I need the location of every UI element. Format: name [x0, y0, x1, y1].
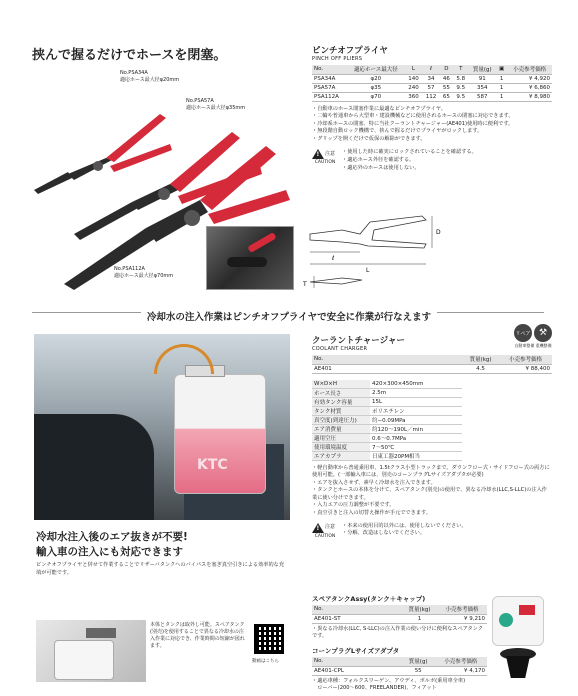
- tank-detach-photo: [36, 620, 146, 682]
- cone-plug-section: [312, 646, 487, 693]
- product-label-psa112a: No.PSA112A 適応ホース最大径φ70mm: [114, 266, 174, 279]
- dim-label-D: D: [436, 229, 441, 236]
- qr-code-icon[interactable]: [254, 624, 284, 654]
- ktc-logo: KTC: [197, 457, 228, 473]
- tank-detach-note: 本体とタンクは取外し可能。スペアタンク(別売)を使用することで異なる冷却水の注入作業に対応でき、作業時間の短縮が図れます。: [150, 622, 245, 649]
- spec-row: エアカプラ 日東工器20PM相当: [312, 451, 462, 460]
- qr-caption: 動画はこちら: [252, 659, 279, 664]
- dim-label-L: L: [366, 267, 370, 274]
- table-header-row: No. 質量(kg) 小売参考価格: [312, 355, 552, 364]
- spare-tank-table: [312, 605, 487, 624]
- cone-plug-image: [498, 648, 538, 684]
- cone-plug-bullets: ・適応車種：フォルクスワーゲン、アウディ、ボルボ(乗用車全車) ローバー(200〜600、FREELANDER)、フィアット: [312, 677, 466, 692]
- product-label-psa57a: No.PSA57A 適応ホース最大径φ35mm: [186, 98, 246, 111]
- spec-row: 真空度(到達圧力) 約−0.09MPa: [312, 415, 462, 424]
- spec-row: ホース長さ 2.5m: [312, 388, 462, 397]
- pinch-off-subtitle: PINCH OFF PLIERS: [312, 56, 363, 62]
- banner: [0, 305, 578, 324]
- table-row: PSA34A φ20 140 34 46 5.8 91 1 ¥ 4,920: [314, 75, 550, 82]
- box-icon: ▣: [496, 65, 507, 74]
- pinch-off-section: [312, 44, 552, 172]
- spare-tank-section: [312, 594, 487, 641]
- coolant-caution: ! 注意 CAUTION ・本来の使用目的以外には、使用しないでください。 ・分解、改造はしないでください。: [312, 523, 552, 540]
- banner-text: 冷却水の注入作業はピンチオフプライヤで安全に作業が行なえます: [141, 312, 437, 323]
- spec-row: 適用空圧 0.6〜0.7MPa: [312, 433, 462, 442]
- table-row: AE401-ST 1 ¥ 9,210: [314, 615, 485, 622]
- dimension-drawing: [302, 212, 452, 298]
- table-row: PSA112A φ70 360 112 65 9.5 587 1 ¥ 8,980: [314, 93, 550, 100]
- table-header-row: No. 質量(kg) 小売参考価格: [312, 605, 487, 614]
- warning-icon: !: [312, 149, 324, 159]
- pinch-off-bullets: ・自動車のホース閉塞作業に最適なピンチオフプライヤ。 ・二輪や普通車から大型車・建設機械などに使用されるホースの閉塞に対応できます。 ・冷却系ホースの閉塞、特に当社クーラントチャージャー(AE401)使用時に便利です。 ・無段階自動ロック機構で、挟んで握るだけでプライヤがロックします。 ・グリップを開くだけで仮保の解除ができます。: [312, 105, 514, 142]
- table-header-row: No. 質量(g) 小売参考価格: [312, 657, 487, 666]
- coolant-title: クーラントチャージャー: [312, 336, 405, 346]
- product-label-psa34a: No.PSA34A 適応ホース最大径φ20mm: [120, 70, 180, 83]
- coolant-tank-image: [174, 374, 266, 494]
- table-row: AE401-CPL 55 ¥ 4,170: [314, 667, 485, 674]
- spare-tank-title: スペアタンクAssy(タンク＋キャップ): [312, 595, 426, 603]
- cone-plug-table: [312, 657, 487, 676]
- air-bleed-headline: 冷却水注入後のエア抜きが不要! 輸入車の注入にも対応できます: [36, 531, 188, 558]
- coolant-spec-table: [312, 380, 462, 461]
- spec-row: タンク材質 ポリエチレン: [312, 406, 462, 415]
- coolant-table: [312, 355, 552, 374]
- air-bleed-body: ピンチオフプライヤと併せて作業することでリザーバタンクへのバイパスを塞ぎ真空引きによる効率的な充填が可能です。: [36, 562, 285, 576]
- dim-label-T: T: [303, 281, 307, 288]
- engine-inset-photo: [206, 226, 294, 290]
- wrench-badge-icon: ⚒: [534, 324, 552, 342]
- coolant-bullets: ・軽自動車から普通乗用車、1.5tクラス小型トラックまで。ダウンフロー式・サイドフロー式の両方に使用可能。(一部輸入車には、別売のコーンプラグLサイズアダプタが必要) ・エアを抜入させず、素早く冷却水を注入できます。 ・タンクとホースの本体を分けて、スペアタンク(別売)の使用で、異なる冷却水(LLC,S-LLC)の注入作業に使い分けできます。 ・入力エアの圧力調整が不要です。 ・真空引きと注入の切替え操作が手元でできます。: [312, 464, 550, 517]
- pinch-off-title: ピンチオフプライヤ: [312, 46, 388, 56]
- cone-plug-title: コーンプラグLサイズアダプタ: [312, 647, 400, 655]
- spec-row: エア消費量 約120〜190L／min: [312, 424, 462, 433]
- spare-tank-bullet: ・異なる冷却水(LLC, S-LLC)の注入作業の使い分けに便利なスペアタンクです。: [312, 625, 483, 640]
- coolant-photo: [34, 334, 290, 520]
- pinch-off-table: [312, 65, 552, 102]
- table-row: PSA57A φ35 240 57 55 9.5 354 1 ¥ 6,860: [314, 84, 550, 91]
- coolant-section: [312, 328, 552, 540]
- table-row: AE401 4.5 ¥ 88,400: [314, 365, 550, 372]
- spec-row: 有効タンク容量 15L: [312, 397, 462, 406]
- spec-row: W×D×H 420×300×450mm: [312, 380, 462, 389]
- table-header-row: No. 適応ホース最大径 L ℓ D T 質量(g) ▣ 小売参考価格: [312, 65, 552, 74]
- plier-psa34a-image: [34, 114, 172, 194]
- dim-label-l: ℓ: [332, 255, 335, 262]
- coolant-subtitle: COOLANT CHARGER: [312, 346, 368, 352]
- pinch-off-caution: ! 注意 CAUTION ・使用した時に確実にロックされていることを確認する。 ・適応ホース外径を確認する。 ・適応外のホースは使用しない。: [312, 149, 552, 172]
- badge-caption: 自動車整備 重機整備: [514, 343, 552, 348]
- spare-tank-image: [492, 596, 544, 646]
- pinch-headline: 挟んで握るだけでホースを閉塞。: [32, 48, 227, 63]
- repair-badge-icon: リペア: [514, 324, 532, 342]
- spec-row: 使用環境温度 7〜50℃: [312, 442, 462, 451]
- warning-icon: !: [312, 523, 324, 533]
